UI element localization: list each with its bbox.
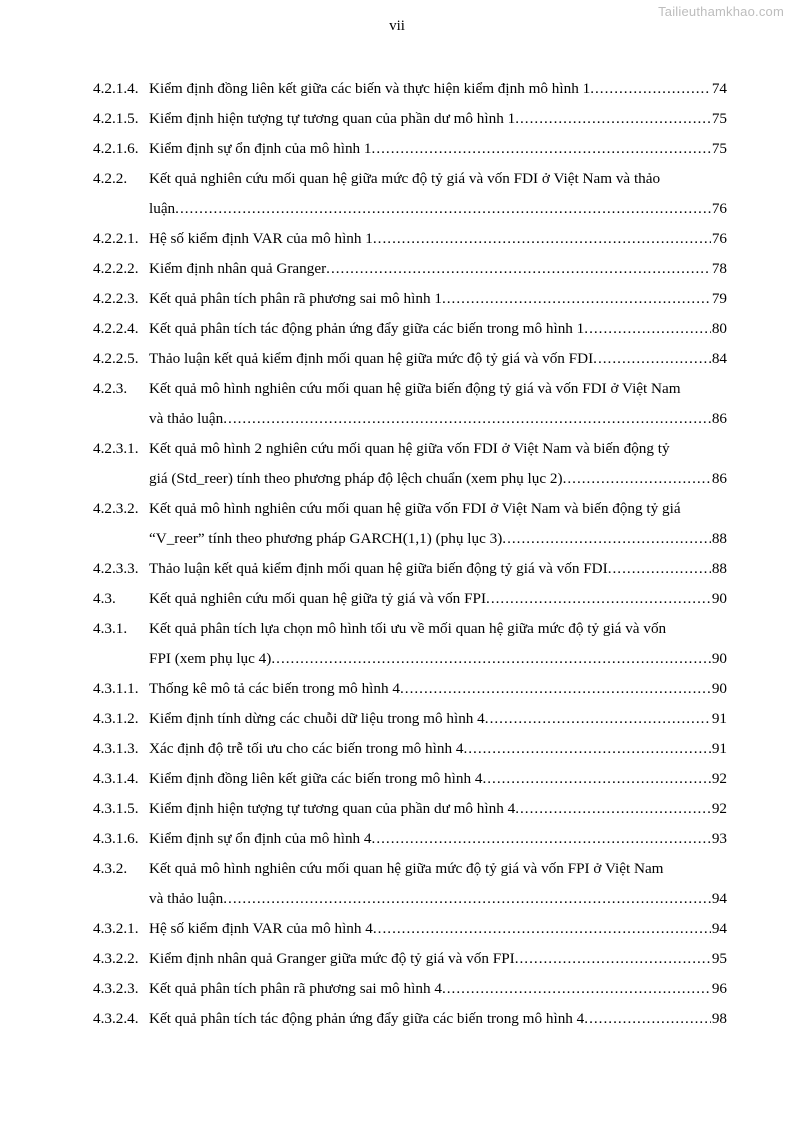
toc-entry-line: [149, 554, 727, 584]
toc-entry-line: [149, 794, 727, 824]
toc-entry-page: 88: [711, 560, 727, 577]
toc-entry-number: 4.3.2.4.: [93, 1010, 139, 1027]
toc-entry-number: 4.2.1.6.: [93, 140, 139, 157]
toc-entry-title: giá (Std_reer) tính theo phương pháp độ lệch chuẩn (xem phụ lục 2): [149, 470, 563, 487]
toc-entry-title: Kiểm định nhân quả Granger: [149, 260, 327, 277]
toc-entry[interactable]: [93, 1004, 727, 1034]
toc-entry-number: 4.3.2.3.: [93, 980, 139, 997]
toc-entry[interactable]: [93, 854, 727, 914]
dot-leader: [400, 674, 711, 704]
toc-entry-body: [149, 284, 727, 314]
toc-entry-title: Kiểm định tính dừng các chuỗi dữ liệu trong mô hình 4: [149, 710, 485, 727]
toc-entry-number: 4.2.3.: [93, 380, 128, 397]
toc-entry-page: 75: [711, 140, 727, 157]
toc-entry[interactable]: [93, 734, 727, 764]
toc-entry-number: 4.2.3.3.: [93, 560, 139, 577]
toc-entry-title: Xác định độ trễ tối ưu cho các biến trong mô hình 4: [149, 740, 464, 757]
dot-leader: [373, 914, 711, 944]
toc-entry[interactable]: [93, 314, 727, 344]
toc-entry-page: 88: [711, 530, 727, 547]
toc-entry-page: 91: [711, 710, 727, 727]
toc-entry-body: [149, 254, 727, 284]
toc-entry-number: 4.3.1.6.: [93, 830, 139, 847]
toc-entry-number: 4.3.1.1.: [93, 680, 139, 697]
toc-entry[interactable]: [93, 374, 727, 434]
toc-entry-body: [149, 344, 727, 374]
toc-entry[interactable]: [93, 584, 727, 614]
dot-leader: [485, 704, 711, 734]
dot-leader: [584, 314, 711, 344]
dot-leader: [515, 104, 711, 134]
dot-leader: [486, 584, 711, 614]
toc-entry-body: [149, 854, 727, 914]
toc-entry-body: [149, 614, 727, 674]
toc-entry[interactable]: [93, 944, 727, 974]
toc-entry-body: [149, 1004, 727, 1034]
toc-entry-title: Thống kê mô tả các biến trong mô hình 4: [149, 680, 400, 697]
toc-entry-title: Thảo luận kết quả kiểm định mối quan hệ giữa mức độ tỷ giá và vốn FDI: [149, 350, 594, 367]
toc-entry-body: [149, 374, 727, 434]
toc-entry[interactable]: [93, 224, 727, 254]
toc-entry-line: [149, 764, 727, 794]
toc-entry-line: [149, 674, 727, 704]
toc-entry-number: 4.2.3.1.: [93, 440, 139, 457]
toc-entry-page: 78: [711, 260, 727, 277]
toc-entry-title: Kết quả phân tích tác động phản ứng đẩy giữa các biến trong mô hình 4: [149, 1010, 585, 1027]
toc-entry[interactable]: [93, 764, 727, 794]
toc-entry-page: 90: [711, 590, 727, 607]
toc-entry-line: [149, 824, 727, 854]
dot-leader: [608, 554, 711, 584]
toc-entry-title: Kiểm định hiện tượng tự tương quan của phần dư mô hình 1: [149, 110, 516, 127]
toc-entry-line: [149, 224, 727, 254]
toc-entry-page: 76: [711, 230, 727, 247]
toc-entry-body: [149, 824, 727, 854]
toc-entry-line: [149, 914, 727, 944]
toc-entry-page: 90: [711, 650, 727, 667]
toc-entry-number: 4.3.2.: [93, 860, 128, 877]
toc-entry-page: 86: [711, 470, 727, 487]
toc-entry[interactable]: [93, 974, 727, 1004]
toc-entry-number: 4.2.2.5.: [93, 350, 139, 367]
dot-leader: [515, 944, 711, 974]
watermark: Tailieuthamkhao.com: [658, 4, 784, 19]
toc-entry-number: 4.2.3.2.: [93, 500, 139, 517]
toc-entry-page: 95: [711, 950, 727, 967]
dot-leader: [223, 404, 711, 434]
toc-entry-title: Kiểm định hiện tượng tự tương quan của phần dư mô hình 4: [149, 800, 516, 817]
toc-entry-line: [149, 644, 727, 674]
toc-entry-body: [149, 764, 727, 794]
toc-entry[interactable]: [93, 164, 727, 224]
toc-entry-body: [149, 224, 727, 254]
toc-entry-line: [149, 134, 727, 164]
toc-entry-page: 93: [711, 830, 727, 847]
table-of-contents: [93, 74, 727, 1034]
dot-leader: [563, 464, 711, 494]
toc-entry-line: [149, 194, 727, 224]
toc-entry-number: 4.2.2.1.: [93, 230, 139, 247]
toc-entry-body: [149, 164, 727, 224]
dot-leader: [584, 1004, 711, 1034]
toc-entry-line: [149, 884, 727, 914]
toc-entry-title: Hệ số kiểm định VAR của mô hình 1: [149, 230, 373, 247]
toc-entry-title: và thảo luận: [149, 410, 224, 427]
dot-leader: [515, 794, 711, 824]
toc-entry[interactable]: [93, 254, 727, 284]
toc-entry-page: 94: [711, 920, 727, 937]
toc-entry-title: Kết quả mô hình 2 nghiên cứu mối quan hệ giữa vốn FDI ở Việt Nam và biến động tỷ: [149, 440, 670, 457]
toc-entry-line: [149, 104, 727, 134]
toc-entry-title: Kiểm định sự ổn định của mô hình 1: [149, 140, 372, 157]
toc-entry-body: [149, 584, 727, 614]
toc-entry[interactable]: [93, 434, 727, 494]
toc-entry-title: Kết quả mô hình nghiên cứu mối quan hệ giữa mức độ tỷ giá và vốn FPI ở Việt Nam: [149, 860, 664, 877]
toc-entry-line: [149, 74, 727, 104]
toc-entry-title: Kết quả phân tích phân rã phương sai mô hình 4: [149, 980, 442, 997]
dot-leader: [271, 644, 710, 674]
toc-entry-line: [149, 284, 727, 314]
toc-entry-number: 4.2.1.4.: [93, 80, 139, 97]
toc-entry-line: [149, 974, 727, 1004]
toc-entry[interactable]: [93, 914, 727, 944]
dot-leader: [442, 974, 711, 1004]
toc-entry-body: [149, 74, 727, 104]
dot-leader: [326, 254, 711, 284]
toc-entry-title: Kết quả mô hình nghiên cứu mối quan hệ giữa biến động tỷ giá và vốn FDI ở Việt Nam: [149, 380, 681, 397]
toc-entry-title: Kết quả phân tích phân rã phương sai mô hình 1: [149, 290, 442, 307]
toc-entry-page: 76: [711, 200, 727, 217]
toc-entry-number: 4.3.2.1.: [93, 920, 139, 937]
toc-entry-body: [149, 104, 727, 134]
toc-entry[interactable]: [93, 104, 727, 134]
toc-entry-number: 4.3.1.2.: [93, 710, 139, 727]
toc-entry-body: [149, 434, 727, 494]
toc-entry-title: và thảo luận: [149, 890, 224, 907]
toc-entry-title: Kết quả mô hình nghiên cứu mối quan hệ giữa vốn FDI ở Việt Nam và biến động tỷ giá: [149, 500, 681, 517]
toc-entry-title: Kết quả phân tích tác động phản ứng đẩy giữa các biến trong mô hình 1: [149, 320, 585, 337]
toc-entry[interactable]: [93, 794, 727, 824]
toc-entry-line: [149, 404, 727, 434]
dot-leader: [373, 224, 711, 254]
dot-leader: [372, 824, 711, 854]
toc-entry-title: Kết quả phân tích lựa chọn mô hình tối ưu về mối quan hệ giữa mức độ tỷ giá và vốn: [149, 620, 667, 637]
toc-entry-page: 79: [711, 290, 727, 307]
toc-entry[interactable]: [93, 284, 727, 314]
dot-leader: [442, 284, 711, 314]
toc-entry-line: [149, 734, 727, 764]
toc-entry-line: [149, 524, 727, 554]
toc-entry-number: 4.3.1.3.: [93, 740, 139, 757]
page-number: vii: [389, 18, 405, 34]
toc-entry-body: [149, 704, 727, 734]
toc-entry-title: Kết quả nghiên cứu mối quan hệ giữa mức độ tỷ giá và vốn FDI ở Việt Nam và thảo: [149, 170, 661, 187]
toc-entry-page: 84: [711, 350, 727, 367]
toc-entry-body: [149, 734, 727, 764]
toc-entry-number: 4.3.2.2.: [93, 950, 139, 967]
toc-entry-number: 4.3.: [93, 590, 116, 607]
toc-entry[interactable]: [93, 824, 727, 854]
toc-entry-body: [149, 974, 727, 1004]
toc-entry-line: [149, 344, 727, 374]
dot-leader: [482, 764, 710, 794]
toc-entry-body: [149, 914, 727, 944]
toc-entry-line: [149, 254, 727, 284]
toc-entry[interactable]: [93, 74, 727, 104]
toc-entry-number: 4.2.2.: [93, 170, 128, 187]
toc-entry-page: 91: [711, 740, 727, 757]
toc-entry-page: 94: [711, 890, 727, 907]
toc-entry[interactable]: [93, 554, 727, 584]
toc-entry-number: 4.2.2.2.: [93, 260, 139, 277]
toc-entry-line: [149, 584, 727, 614]
toc-entry-page: 74: [711, 80, 727, 97]
toc-entry-page: 75: [711, 110, 727, 127]
toc-entry[interactable]: [93, 134, 727, 164]
toc-entry-title: Kết quả nghiên cứu mối quan hệ giữa tỷ giá và vốn FPI: [149, 590, 487, 607]
toc-entry-title: Thảo luận kết quả kiểm định mối quan hệ giữa biến động tỷ giá và vốn FDI: [149, 560, 608, 577]
toc-entry-page: 86: [711, 410, 727, 427]
dot-leader: [502, 524, 711, 554]
toc-entry-title: Kiểm định đồng liên kết giữa các biến và thực hiện kiểm định mô hình 1: [149, 80, 591, 97]
toc-entry-body: [149, 314, 727, 344]
toc-entry-page: 92: [711, 800, 727, 817]
toc-entry-page: 96: [711, 980, 727, 997]
dot-leader: [590, 74, 711, 104]
toc-entry-line: [149, 704, 727, 734]
dot-leader: [223, 884, 711, 914]
toc-entry-body: [149, 134, 727, 164]
toc-entry-number: 4.3.1.4.: [93, 770, 139, 787]
toc-entry-page: 90: [711, 680, 727, 697]
toc-entry-title: FPI (xem phụ lục 4): [149, 650, 272, 667]
toc-entry-body: [149, 944, 727, 974]
toc-entry-number: 4.2.2.3.: [93, 290, 139, 307]
dot-leader: [175, 194, 711, 224]
toc-entry-title: luận: [149, 200, 176, 217]
toc-entry-body: [149, 674, 727, 704]
toc-entry-title: Kiểm định nhân quả Granger giữa mức độ tỷ giá và vốn FPI: [149, 950, 515, 967]
toc-entry[interactable]: [93, 614, 727, 674]
toc-entry-page: 92: [711, 770, 727, 787]
toc-entry[interactable]: [93, 494, 727, 554]
toc-entry-line: [149, 464, 727, 494]
toc-entry-line: [149, 944, 727, 974]
toc-entry[interactable]: [93, 674, 727, 704]
toc-entry-number: 4.2.2.4.: [93, 320, 139, 337]
toc-entry-number: 4.3.1.: [93, 620, 128, 637]
toc-entry-page: 98: [711, 1010, 727, 1027]
toc-entry-page: 80: [711, 320, 727, 337]
toc-entry-body: [149, 494, 727, 554]
toc-entry-title: Hệ số kiểm định VAR của mô hình 4: [149, 920, 373, 937]
dot-leader: [463, 734, 710, 764]
toc-entry-number: 4.2.1.5.: [93, 110, 139, 127]
dot-leader: [593, 344, 711, 374]
toc-entry-body: [149, 794, 727, 824]
toc-entry-title: Kiểm định đồng liên kết giữa các biến trong mô hình 4: [149, 770, 483, 787]
toc-entry-line: [149, 314, 727, 344]
toc-entry-number: 4.3.1.5.: [93, 800, 139, 817]
toc-entry-title: Kiểm định sự ổn định của mô hình 4: [149, 830, 372, 847]
toc-entry-title: “V_reer” tính theo phương pháp GARCH(1,1) (phụ lục 3): [149, 530, 503, 547]
toc-entry[interactable]: [93, 704, 727, 734]
toc-entry-line: [149, 1004, 727, 1034]
toc-entry-body: [149, 554, 727, 584]
dot-leader: [372, 134, 711, 164]
toc-entry[interactable]: [93, 344, 727, 374]
